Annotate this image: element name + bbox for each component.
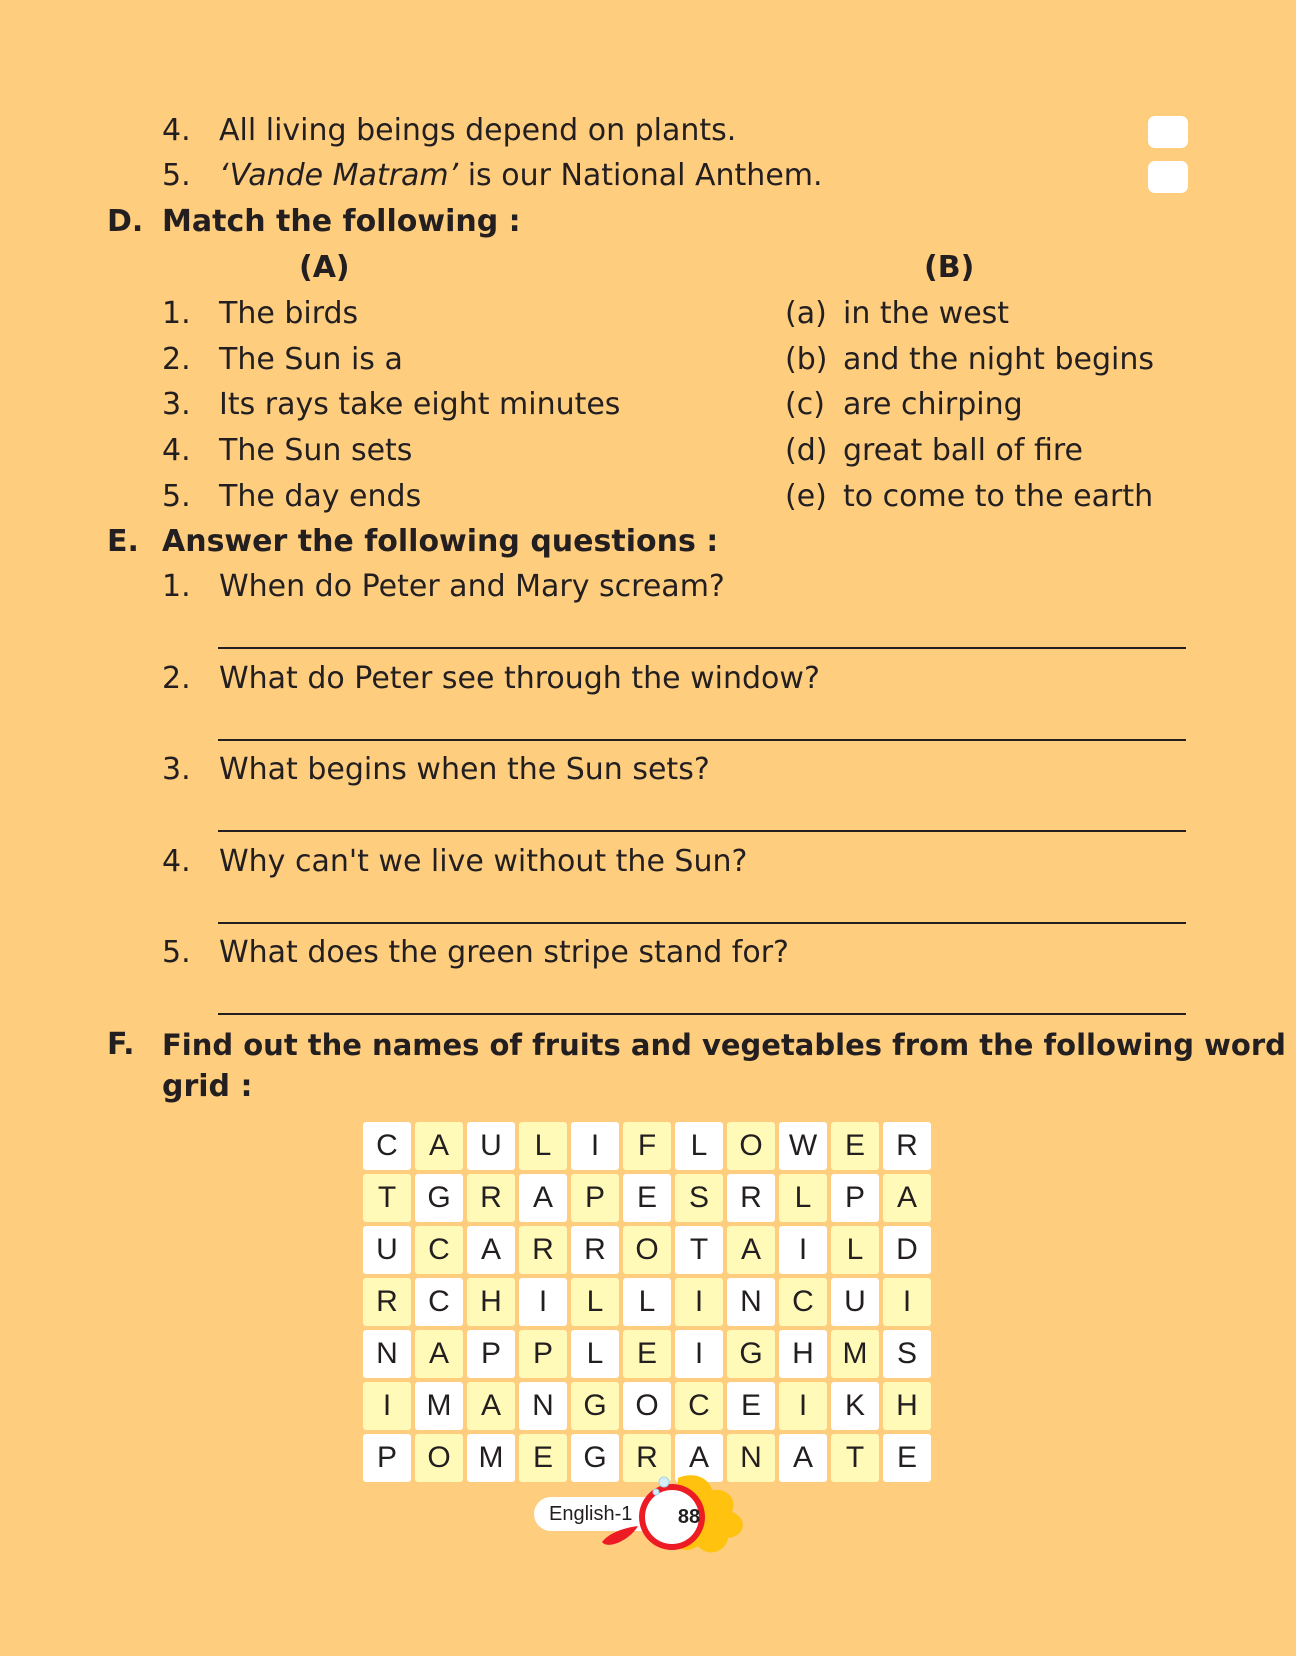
question-number: 5. [162, 935, 191, 970]
answer-line[interactable] [218, 922, 1186, 924]
grid-cell[interactable]: S [883, 1330, 931, 1378]
grid-cell[interactable]: G [571, 1382, 619, 1430]
grid-cell[interactable]: P [363, 1434, 411, 1482]
grid-cell[interactable]: R [727, 1174, 775, 1222]
grid-cell[interactable]: O [623, 1382, 671, 1430]
answer-line[interactable] [218, 1013, 1186, 1015]
statement-number: 5. [162, 158, 191, 193]
grid-cell[interactable]: A [727, 1226, 775, 1274]
question-number: 4. [162, 844, 191, 879]
grid-cell[interactable]: A [467, 1226, 515, 1274]
question-text: What do Peter see through the window? [219, 661, 820, 696]
grid-cell[interactable]: D [883, 1226, 931, 1274]
grid-cell[interactable]: E [883, 1434, 931, 1482]
statement-text: All living beings depend on plants. [219, 113, 737, 148]
grid-cell[interactable]: T [831, 1434, 879, 1482]
grid-cell[interactable]: P [571, 1174, 619, 1222]
grid-cell[interactable]: L [831, 1226, 879, 1274]
grid-cell[interactable]: E [831, 1122, 879, 1170]
grid-cell[interactable]: L [519, 1122, 567, 1170]
grid-cell[interactable]: N [727, 1278, 775, 1326]
grid-cell[interactable]: A [675, 1434, 723, 1482]
grid-cell[interactable]: E [623, 1174, 671, 1222]
grid-cell[interactable]: L [675, 1122, 723, 1170]
match-item: The Sun sets [219, 433, 413, 468]
question-text: What does the green stripe stand for? [219, 935, 789, 970]
grid-cell[interactable]: N [519, 1382, 567, 1430]
grid-cell[interactable]: R [467, 1174, 515, 1222]
grid-cell[interactable]: A [467, 1382, 515, 1430]
section-title-continued: grid : [162, 1069, 253, 1104]
grid-cell[interactable]: W [779, 1122, 827, 1170]
answer-box[interactable] [1148, 116, 1188, 148]
grid-cell[interactable]: O [415, 1434, 463, 1482]
statement-text [219, 156, 823, 196]
section-letter: E. [107, 524, 139, 559]
match-label: (a) [785, 296, 827, 331]
answer-line[interactable] [218, 830, 1186, 832]
match-item: to come to the earth [843, 479, 1154, 514]
grid-cell[interactable]: U [467, 1122, 515, 1170]
grid-cell[interactable]: P [831, 1174, 879, 1222]
grid-cell[interactable]: E [519, 1434, 567, 1482]
grid-cell[interactable]: I [675, 1330, 723, 1378]
grid-cell[interactable]: T [675, 1226, 723, 1274]
grid-cell[interactable]: H [467, 1278, 515, 1326]
grid-cell[interactable]: C [363, 1122, 411, 1170]
match-number: 3. [162, 387, 191, 422]
grid-cell[interactable]: N [727, 1434, 775, 1482]
grid-cell[interactable]: N [363, 1330, 411, 1378]
match-item: are chirping [843, 387, 1023, 422]
grid-cell[interactable]: R [623, 1434, 671, 1482]
grid-cell[interactable]: I [883, 1278, 931, 1326]
grid-cell[interactable]: C [779, 1278, 827, 1326]
answer-line[interactable] [218, 739, 1186, 741]
grid-cell[interactable]: O [727, 1122, 775, 1170]
grid-cell[interactable]: R [519, 1226, 567, 1274]
question-number: 3. [162, 752, 191, 787]
grid-cell[interactable]: M [467, 1434, 515, 1482]
grid-cell[interactable]: A [779, 1434, 827, 1482]
grid-cell[interactable]: I [571, 1122, 619, 1170]
grid-cell[interactable]: U [363, 1226, 411, 1274]
column-b-header: (B) [924, 250, 975, 285]
grid-cell[interactable]: G [415, 1174, 463, 1222]
question-number: 2. [162, 661, 191, 696]
grid-cell[interactable]: I [519, 1278, 567, 1326]
grid-cell[interactable]: A [415, 1122, 463, 1170]
grid-cell[interactable]: C [675, 1382, 723, 1430]
book-label: English-1 [534, 1497, 666, 1531]
match-number: 4. [162, 433, 191, 468]
answer-line[interactable] [218, 647, 1186, 649]
grid-cell[interactable]: U [831, 1278, 879, 1326]
grid-cell[interactable]: T [363, 1174, 411, 1222]
word-grid [363, 1122, 931, 1482]
grid-cell[interactable]: I [675, 1278, 723, 1326]
grid-cell[interactable]: S [675, 1174, 723, 1222]
question-text: What begins when the Sun sets? [219, 752, 710, 787]
match-item: and the night begins [843, 342, 1154, 377]
grid-cell[interactable]: A [415, 1330, 463, 1378]
statement-rest: is our National Anthem. [458, 158, 823, 193]
grid-cell[interactable]: O [623, 1226, 671, 1274]
grid-cell[interactable]: I [779, 1382, 827, 1430]
section-letter: D. [107, 204, 144, 239]
match-label: (d) [785, 433, 828, 468]
grid-cell[interactable]: C [415, 1226, 463, 1274]
grid-cell[interactable]: R [363, 1278, 411, 1326]
match-item: The day ends [219, 479, 422, 514]
answer-box[interactable] [1148, 161, 1188, 193]
page-number: 88 [677, 1506, 701, 1528]
grid-cell[interactable]: L [571, 1330, 619, 1378]
match-item: in the west [843, 296, 1010, 331]
grid-cell[interactable]: M [415, 1382, 463, 1430]
grid-cell[interactable]: E [727, 1382, 775, 1430]
match-number: 5. [162, 479, 191, 514]
match-number: 1. [162, 296, 191, 331]
grid-cell[interactable]: A [519, 1174, 567, 1222]
grid-cell[interactable]: L [623, 1278, 671, 1326]
match-label: (c) [785, 387, 825, 422]
grid-cell[interactable]: H [883, 1382, 931, 1430]
grid-cell[interactable]: C [415, 1278, 463, 1326]
grid-cell[interactable]: H [779, 1330, 827, 1378]
statement-number: 4. [162, 113, 191, 148]
match-label: (e) [785, 479, 827, 514]
section-title: Find out the names of fruits and vegetables from the following word [162, 1028, 1286, 1062]
grid-cell[interactable]: A [883, 1174, 931, 1222]
grid-cell[interactable]: L [779, 1174, 827, 1222]
grid-cell[interactable]: F [623, 1122, 671, 1170]
section-letter: F. [107, 1027, 135, 1062]
section-title: Answer the following questions : [162, 524, 719, 559]
grid-cell[interactable]: I [363, 1382, 411, 1430]
question-text: When do Peter and Mary scream? [219, 569, 725, 604]
grid-cell[interactable]: P [519, 1330, 567, 1378]
section-title: Match the following : [162, 204, 521, 239]
column-a-header: (A) [299, 250, 350, 285]
match-number: 2. [162, 342, 191, 377]
grid-cell[interactable]: L [571, 1278, 619, 1326]
grid-cell[interactable]: E [623, 1330, 671, 1378]
match-item: great ball of fire [843, 433, 1083, 468]
question-text: Why can't we live without the Sun? [219, 844, 748, 879]
grid-cell[interactable]: K [831, 1382, 879, 1430]
grid-cell[interactable]: G [727, 1330, 775, 1378]
statement-quote: ‘Vande Matram’ [219, 158, 459, 193]
match-item: The Sun is a [219, 342, 403, 377]
grid-cell[interactable]: P [467, 1330, 515, 1378]
grid-cell[interactable]: R [571, 1226, 619, 1274]
grid-cell[interactable]: I [779, 1226, 827, 1274]
grid-cell[interactable]: R [883, 1122, 931, 1170]
grid-cell[interactable]: G [571, 1434, 619, 1482]
question-number: 1. [162, 569, 191, 604]
match-label: (b) [785, 342, 828, 377]
grid-cell[interactable]: M [831, 1330, 879, 1378]
match-item: The birds [219, 296, 359, 331]
match-item: Its rays take eight minutes [219, 387, 621, 422]
